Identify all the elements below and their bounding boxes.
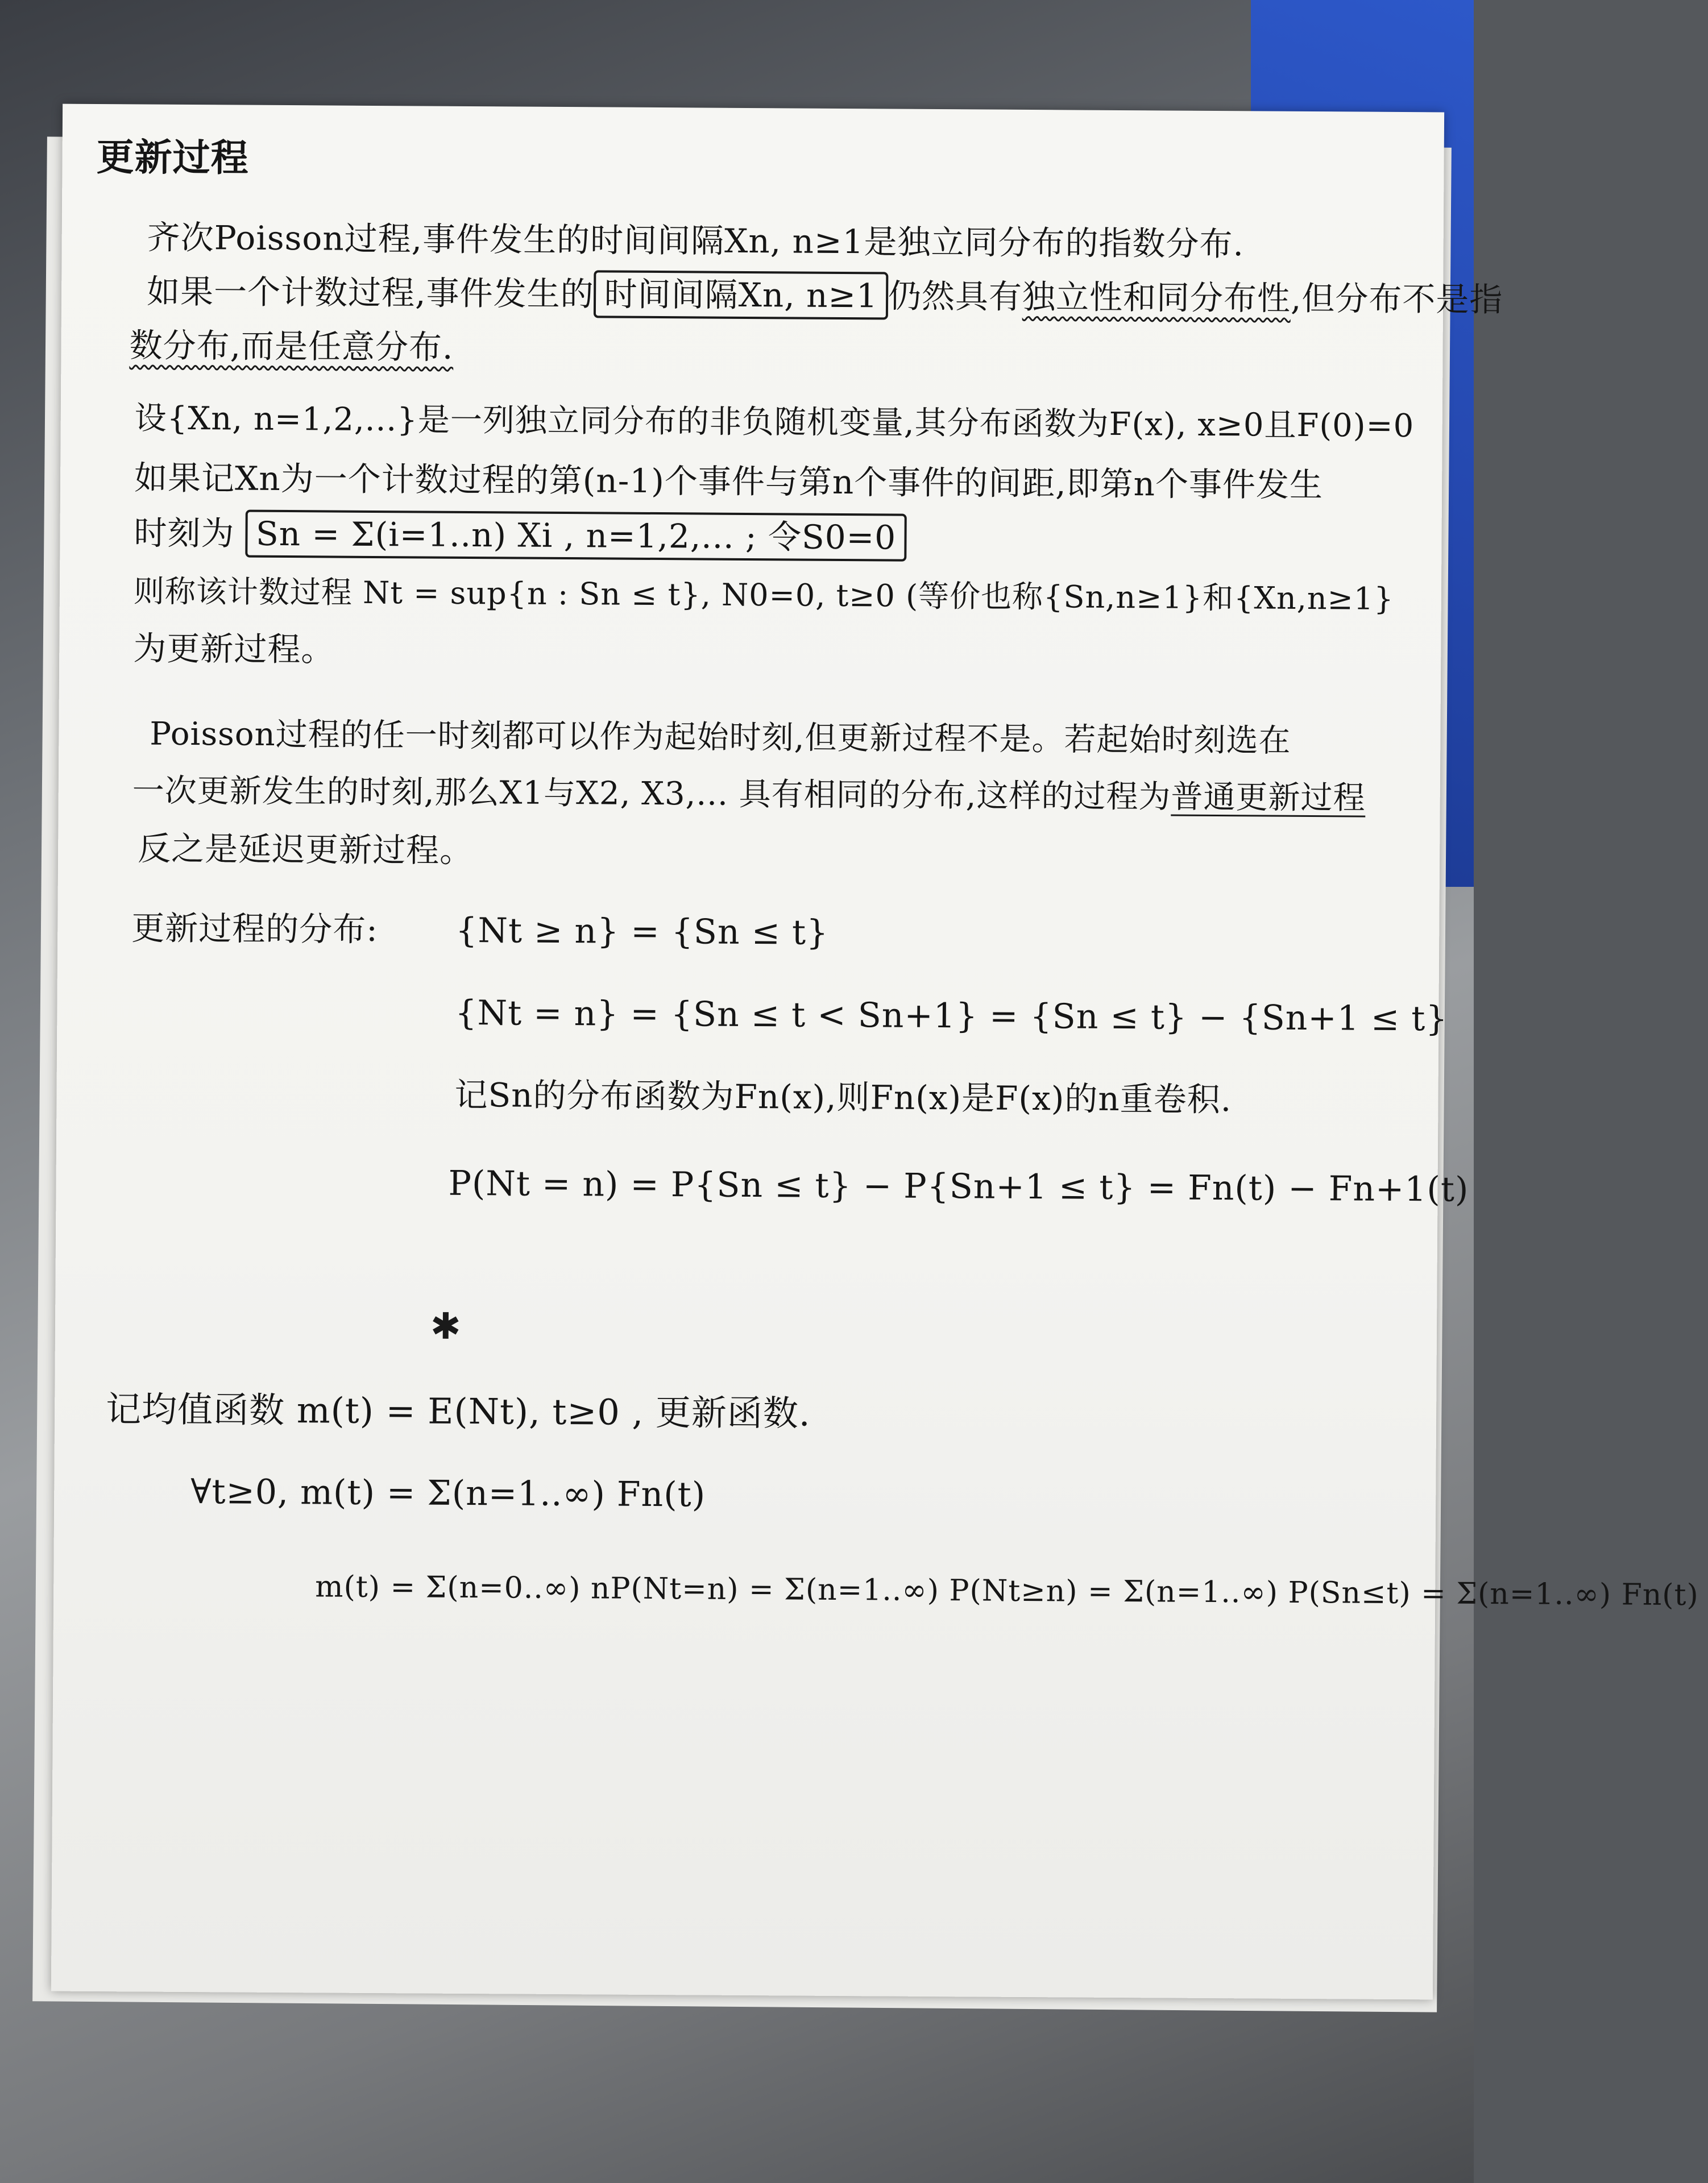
distribution-eq-3: 记Sn的分布函数为Fn(x),则Fn(x)是F(x)的n重卷积. <box>454 1075 1232 1119</box>
intro-line-2-pre: 如果一个计数过程,事件发生的 <box>146 272 594 314</box>
distribution-eq-4: P(Nt = n) = P{Sn ≤ t} − P{Sn+1 ≤ t} = Fn(t) − Fn+1(t) <box>448 1163 1469 1210</box>
mean-eq-2: m(t) = Σ(n=0..∞) nP(Nt=n) = Σ(n=1..∞) P(Nt≥n) = Σ(n=1..∞) P(Sn≤t) = Σ(n=1..∞) Fn(t) <box>315 1570 1699 1613</box>
intro-line-2 <box>146 272 1503 319</box>
star-mark: ✱ <box>430 1305 461 1348</box>
remark-line-3: 反之是延迟更新过程。 <box>137 829 474 870</box>
remark-line-2-pre: 一次更新发生的时刻,那么X1与X2, X3,... 具有相同的分布,这样的过程为 <box>132 772 1171 816</box>
ordinary-renewal-underline: 普通更新过程 <box>1171 778 1366 817</box>
mean-function-line: 记均值函数 m(t) = E(Nt), t≥0 , 更新函数. <box>105 1388 811 1434</box>
distribution-eq-2: {Nt = n} = {Sn ≤ t < Sn+1} = {Sn ≤ t} − {Sn+1 ≤ t} <box>455 993 1448 1039</box>
distribution-label: 更新过程的分布: <box>131 908 379 949</box>
definition-line-3 <box>134 513 906 557</box>
independence-underline: 独立性和同分布性 <box>1022 277 1291 318</box>
mean-eq-1: ∀t≥0, m(t) = Σ(n=1..∞) Fn(t) <box>190 1472 706 1515</box>
note-sheet <box>51 104 1699 2000</box>
definition-line-2: 如果记Xn为一个计数过程的第(n-1)个事件与第n个事件的间距,即第n个事件发生 <box>134 458 1324 505</box>
remark-line-1: Poisson过程的任一时刻都可以作为起始时刻,但更新过程不是。若起始时刻选在 <box>150 715 1291 760</box>
interval-box: 时间间隔Xn, n≥1 <box>594 270 888 319</box>
intro-line-1: 齐次Poisson过程,事件发生的时间间隔Xn, n≥1是独立同分布的指数分布. <box>147 218 1245 264</box>
distribution-eq-1: {Nt ≥ n} = {Sn ≤ t} <box>455 910 829 953</box>
definition-line-4: 则称该计数过程 Nt = sup{n : Sn ≤ t}, N0=0, t≥0 (等价也称{Sn,n≥1}和{Xn,n≥1} <box>133 573 1394 617</box>
remark-line-2 <box>132 772 1366 817</box>
definition-line-1: 设{Xn, n=1,2,...}是一列独立同分布的非负随机变量,其分布函数为F(x), x≥0且F(0)=0 <box>134 400 1415 445</box>
renewal-epoch-box: Sn = Σ(i=1..n) Xi , n=1,2,... ; 令S0=0 <box>246 510 907 562</box>
intro-line-2-post: ,但分布不是指 <box>1290 279 1503 319</box>
definition-line-5: 为更新过程。 <box>133 629 335 669</box>
definition-line-3-pre: 时刻为 <box>134 513 235 553</box>
intro-line-3: 数分布,而是任意分布. <box>129 326 454 367</box>
intro-line-2-mid: 仍然具有 <box>888 276 1023 316</box>
page-title: 更新过程 <box>96 134 249 180</box>
